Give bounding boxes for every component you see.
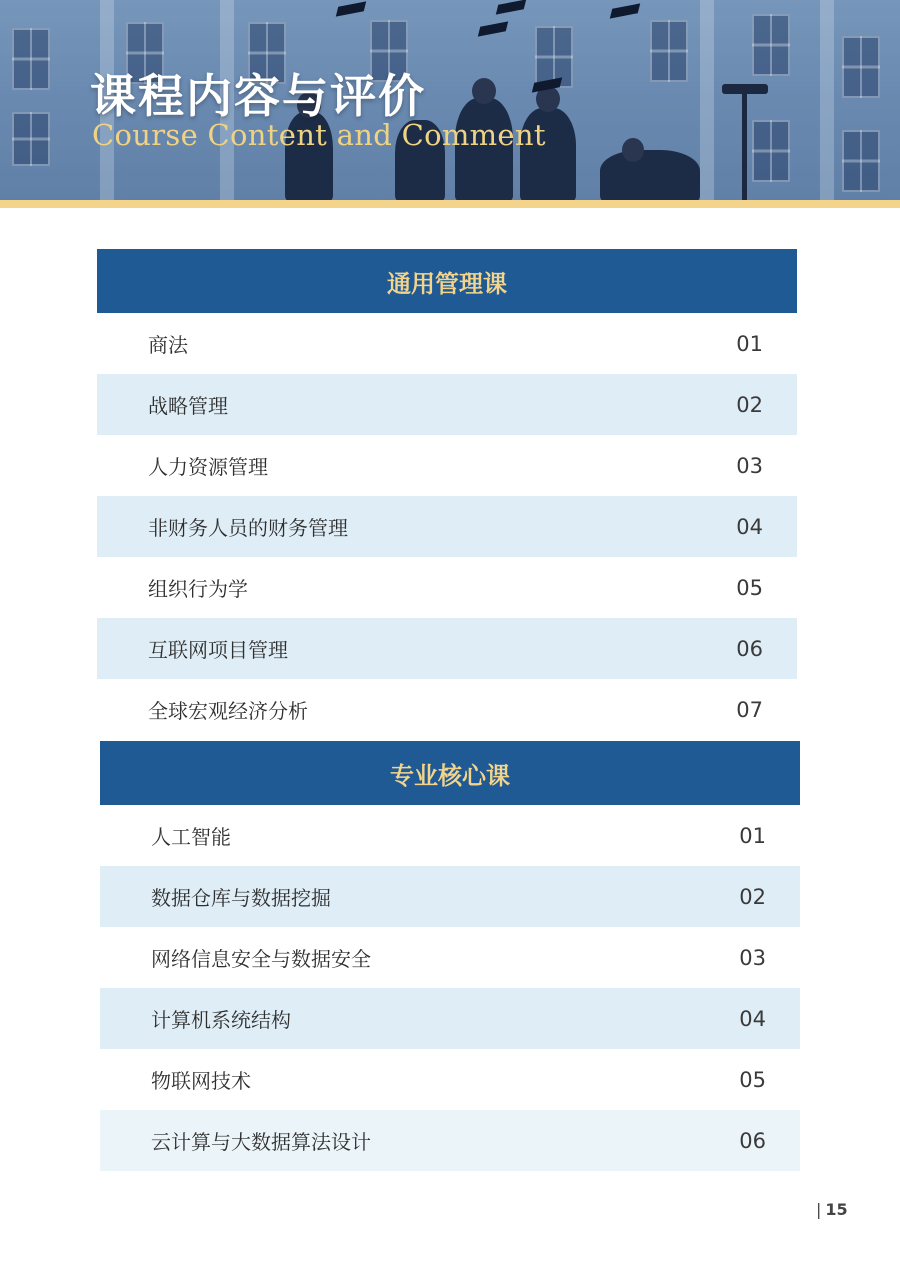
building-pillar: [700, 0, 714, 200]
course-table-professional-core: [100, 741, 800, 1171]
course-name: 组织行为学: [148, 577, 248, 601]
course-name: 商法: [148, 333, 188, 357]
lamp-post: [722, 84, 768, 94]
page-number: [816, 1200, 848, 1219]
course-name: 互联网项目管理: [148, 638, 288, 662]
course-table-general-management: [97, 249, 797, 740]
course-number: 03: [736, 453, 763, 478]
building-window: [650, 20, 688, 82]
course-row: [100, 988, 800, 1049]
building-window: [12, 28, 50, 90]
course-number: 01: [739, 823, 766, 848]
course-number: 06: [739, 1128, 766, 1153]
course-name: 全球宏观经济分析: [148, 699, 308, 723]
course-number: 01: [736, 331, 763, 356]
building-pillar: [820, 0, 834, 200]
lamp-post: [742, 90, 747, 200]
section-header: 专业核心课: [100, 741, 800, 805]
course-row: [100, 1110, 800, 1171]
building-window: [752, 14, 790, 76]
course-name: 数据仓库与数据挖掘: [151, 886, 331, 910]
course-number: 06: [736, 636, 763, 661]
course-number: 04: [736, 514, 763, 539]
course-name: 网络信息安全与数据安全: [151, 947, 371, 971]
course-number: 02: [736, 392, 763, 417]
course-number: 05: [736, 575, 763, 600]
course-number: 05: [739, 1067, 766, 1092]
course-row: [100, 927, 800, 988]
graduate-head: [472, 78, 496, 104]
course-name: 物联网技术: [151, 1069, 251, 1093]
course-number: 02: [739, 884, 766, 909]
course-row: [97, 679, 797, 740]
course-name: 战略管理: [148, 394, 228, 418]
page-number-value: 15: [825, 1200, 848, 1219]
course-row: [97, 435, 797, 496]
building-window: [12, 112, 50, 166]
page-title: 课程内容与评价: [90, 69, 426, 123]
course-row: [97, 496, 797, 557]
course-name: 非财务人员的财务管理: [148, 516, 348, 540]
building-window: [752, 120, 790, 182]
course-row: [100, 866, 800, 927]
course-row: [100, 805, 800, 866]
course-row: [97, 313, 797, 374]
course-number: 04: [739, 1006, 766, 1031]
course-name: 云计算与大数据算法设计: [151, 1130, 371, 1154]
page-subtitle: Course Content and Comment: [92, 118, 546, 152]
course-name: 人工智能: [151, 825, 231, 849]
graduate-figure: [600, 150, 700, 200]
header-banner: [0, 0, 900, 200]
section-header: 通用管理课: [97, 249, 797, 313]
course-row: [97, 557, 797, 618]
course-number: 07: [736, 697, 763, 722]
course-row: [97, 374, 797, 435]
course-row: [97, 618, 797, 679]
course-name: 人力资源管理: [148, 455, 268, 479]
course-name: 计算机系统结构: [151, 1008, 291, 1032]
building-window: [842, 130, 880, 192]
graduate-head: [622, 138, 644, 162]
course-number: 03: [739, 945, 766, 970]
course-row: [100, 1049, 800, 1110]
gold-divider: [0, 200, 900, 208]
page-number-separator: |: [816, 1200, 822, 1219]
building-window: [842, 36, 880, 98]
